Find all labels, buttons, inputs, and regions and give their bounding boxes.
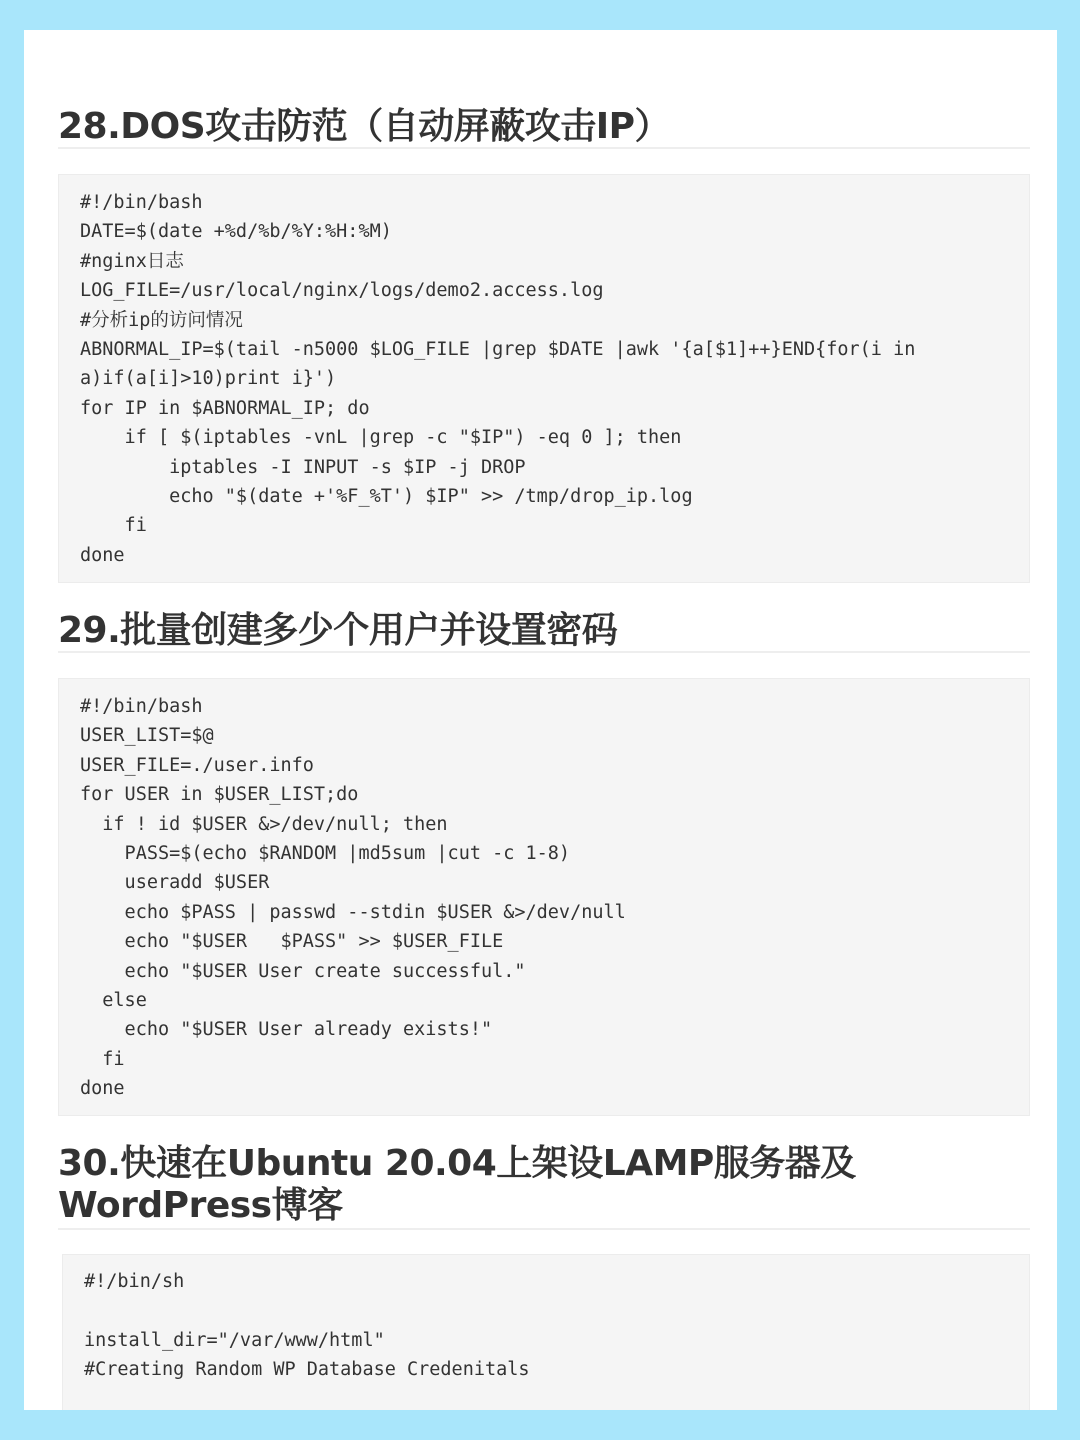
section-30-code-block <box>62 1254 1030 1410</box>
section-30-divider <box>58 1228 1030 1230</box>
section-30-title: 30.快速在Ubuntu 20.04上架设LAMP服务器及 WordPress博客 <box>58 1143 856 1226</box>
section-28-code: #!/bin/bash DATE=$(date +%d/%b/%Y:%H:%M) #nginx日志 LOG_FILE=/usr/local/nginx/logs/demo2.access.log #分析ip的访问情况 ABNORMAL_IP=$(tail -n5000 $LOG_FILE |grep $DATE |awk '{a[$1]++}END{for(i in a)if(a[i]>10)print i}') for IP in $ABNORMAL_IP; do if [ $(iptables -vnL |grep -c "$IP") -eq 0 ]; then iptables -I INPUT -s $IP -j DROP echo "$(date +'%F_%T') $IP" >> /tmp/drop_ip.log fi done <box>80 192 916 566</box>
section-28-code-block <box>58 174 1030 583</box>
section-30-code: #!/bin/sh install_dir="/var/www/html" #Creating Random WP Database Credenitals <box>84 1271 530 1381</box>
section-29-code-block <box>58 678 1030 1116</box>
section-28-title: 28.DOS攻击防范（自动屏蔽攻击IP） <box>58 106 670 147</box>
section-29-title: 29.批量创建多少个用户并设置密码 <box>58 610 618 651</box>
section-29-divider <box>58 651 1030 653</box>
section-29-code: #!/bin/bash USER_LIST=$@ USER_FILE=./user.info for USER in $USER_LIST;do if ! id $USER &>/dev/null; then PASS=$(echo $RANDOM |md5sum |cut -c 1-8) useradd $USER echo $PASS | passwd --stdin $USER &>/dev/null echo "$USER $PASS" >> $USER_FILE echo "$USER User create successful." else echo "$USER User already exists!" fi done <box>80 696 626 1100</box>
section-28-divider <box>58 147 1030 149</box>
article-card <box>24 30 1057 1410</box>
